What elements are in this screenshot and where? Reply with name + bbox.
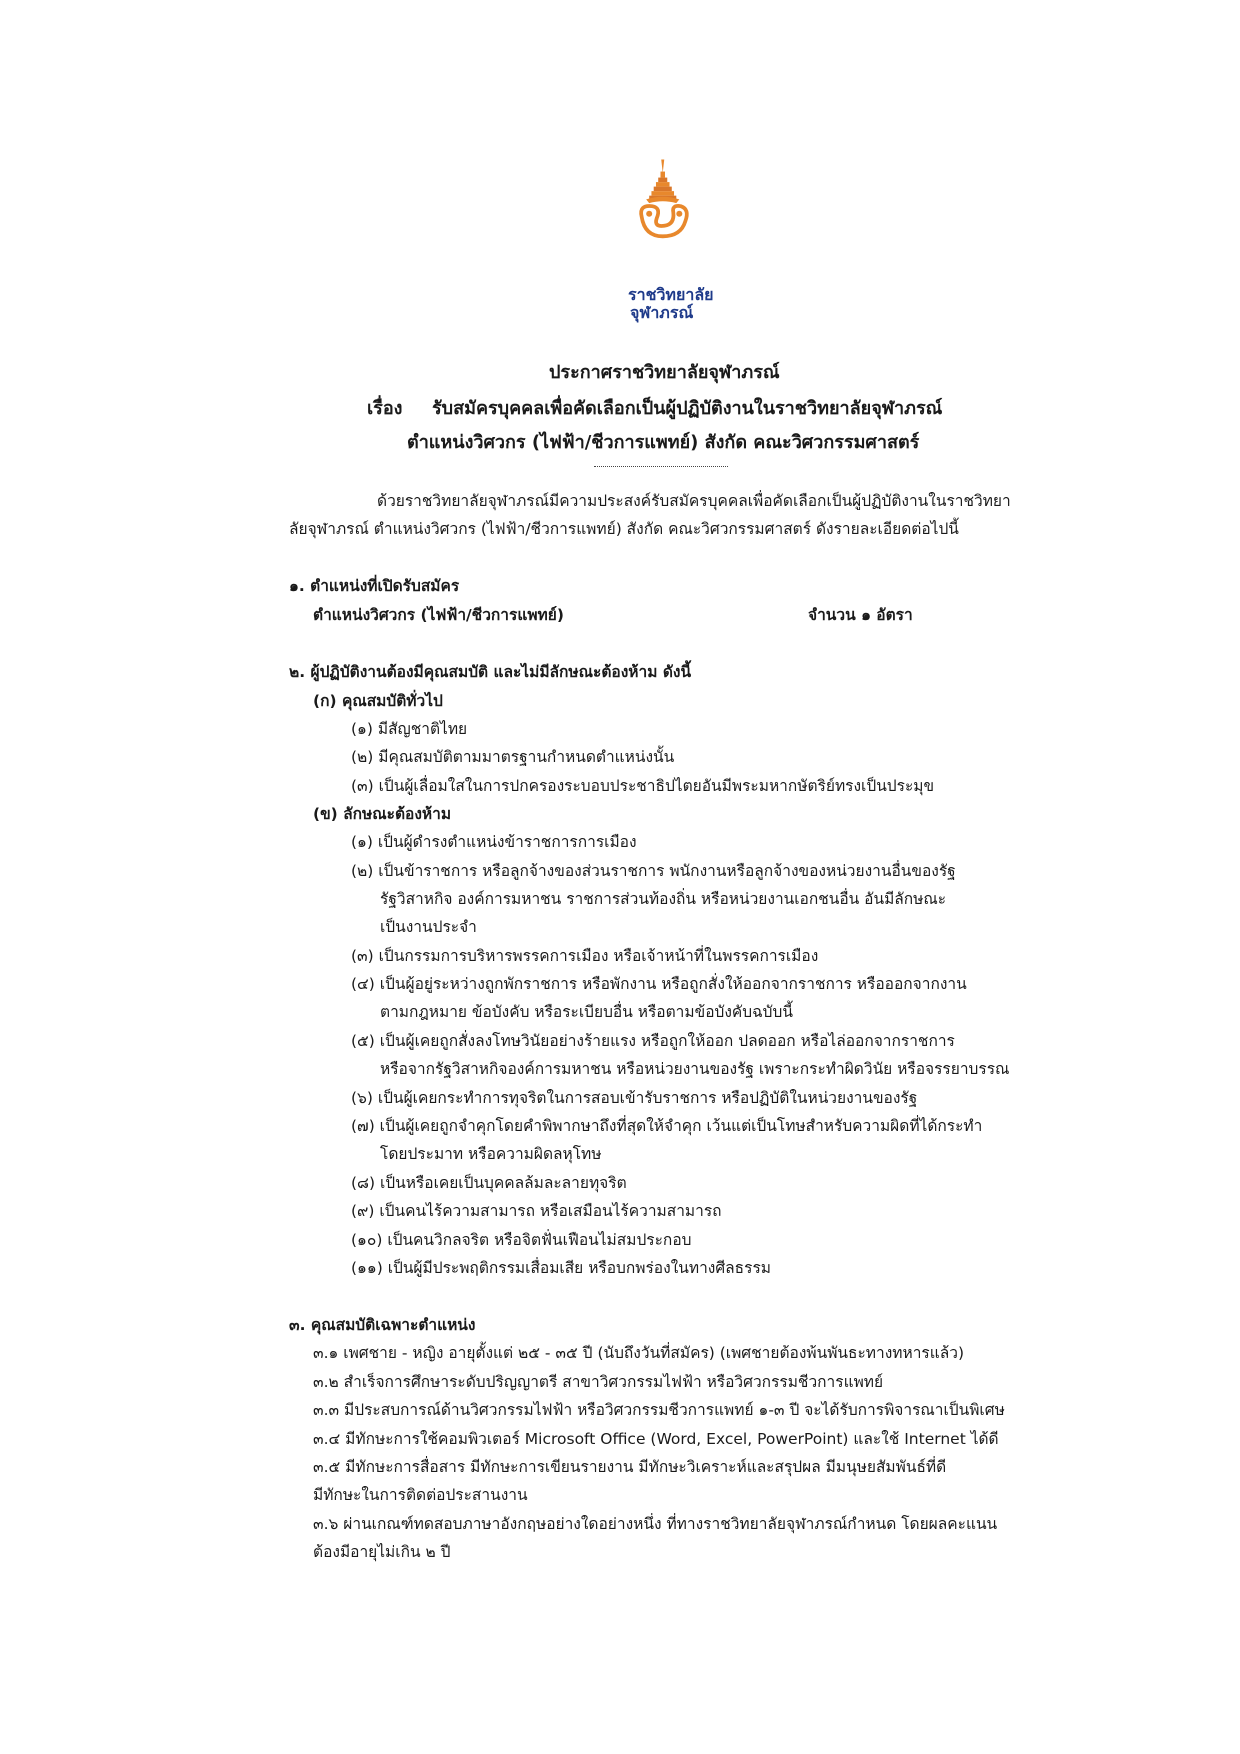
page-title: ประกาศราชวิทยาลัยจุฬาภรณ์	[549, 362, 780, 383]
list-item: (๓) เป็นผู้เลื่อมใสในการปกครองระบอบประชาธิปไตยอันมีพระมหากษัตริย์ทรงเป็นประมุข	[351, 777, 935, 795]
list-item: (๔) เป็นผู้อยู่ระหว่างถูกพักราชการ หรือพักงาน หรือถูกสั่งให้ออกจากราชการ หรือออกจากงาน	[351, 975, 967, 993]
list-item: ๓.๑ เพศชาย - หญิง อายุตั้งแต่ ๒๕ - ๓๕ ปี (นับถึงวันที่สมัคร) (เพศชายต้องพ้นพันธะทางทหารแล้ว)	[313, 1344, 964, 1362]
list-item-continued: ตามกฎหมาย ข้อบังคับ หรือระเบียบอื่น หรือตามข้อบังคับฉบับนี้	[380, 1003, 793, 1021]
general-qualifications-heading: (ก) คุณสมบัติทั่วไป	[313, 692, 443, 710]
list-item: ๓.๓ มีประสบการณ์ด้านวิศวกรรมไฟฟ้า หรือวิศวกรรมชีวการแพทย์ ๑-๓ ปี จะได้รับการพิจารณาเป็นพิเศษ	[313, 1401, 1005, 1419]
subject-label: เรื่อง	[367, 398, 403, 419]
section3-heading: ๓. คุณสมบัติเฉพาะตำแหน่ง	[289, 1316, 476, 1334]
subject-text: รับสมัครบุคคลเพื่อคัดเลือกเป็นผู้ปฏิบัติงานในราชวิทยาลัยจุฬาภรณ์	[432, 398, 943, 419]
list-item: (๑๑) เป็นผู้มีประพฤติกรรมเสื่อมเสีย หรือบกพร่องในทางศีลธรรม	[351, 1259, 772, 1277]
list-item-continued: ต้องมีอายุไม่เกิน ๒ ปี	[313, 1543, 451, 1561]
list-item: (๗) เป็นผู้เคยถูกจำคุกโดยคำพิพากษาถึงที่สุดให้จำคุก เว้นแต่เป็นโทษสำหรับความผิดที่ได้กระทำ	[351, 1117, 983, 1135]
section1-heading: ๑. ตำแหน่งที่เปิดรับสมัคร	[289, 577, 460, 595]
list-item: (๓) เป็นกรรมการบริหารพรรคการเมือง หรือเจ้าหน้าที่ในพรรคการเมือง	[351, 947, 819, 965]
list-item: (๑) เป็นผู้ดำรงตำแหน่งข้าราชการการเมือง	[351, 833, 637, 851]
list-item: (๑๐) เป็นคนวิกลจริต หรือจิตฟั่นเฟือนไม่สมประกอบ	[351, 1231, 692, 1249]
list-item: ๓.๔ มีทักษะการใช้คอมพิวเตอร์ Microsoft Office (Word, Excel, PowerPoint) และใช้ Internet ได้ดี	[313, 1430, 999, 1448]
logo-text-line1: ราชวิทยาลัย	[628, 285, 714, 304]
list-item: ๓.๕ มีทักษะการสื่อสาร มีทักษะการเขียนรายงาน มีทักษะวิเคราะห์และสรุปผล มีมนุษยสัมพันธ์ที่ดี	[313, 1458, 947, 1476]
list-item-continued: หรือจากรัฐวิสาหกิจองค์การมหาชน หรือหน่วยงานของรัฐ เพราะกระทำผิดวินัย หรือจรรยาบรรณ	[380, 1060, 1010, 1078]
intro-line1: ด้วยราชวิทยาลัยจุฬาภรณ์มีความประสงค์รับสมัครบุคคลเพื่อคัดเลือกเป็นผู้ปฏิบัติงานในราชวิทยา	[377, 492, 1011, 510]
list-item: (๒) มีคุณสมบัติตามมาตรฐานกำหนดตำแหน่งนั้น	[351, 748, 675, 766]
section1-position: ตำแหน่งวิศวกร (ไฟฟ้า/ชีวการแพทย์)	[313, 606, 564, 624]
list-item: (๘) เป็นหรือเคยเป็นบุคคลล้มละลายทุจริต	[351, 1174, 627, 1192]
position-line: ตำแหน่งวิศวกร (ไฟฟ้า/ชีวการแพทย์) สังกัด คณะวิศวกรรมศาสตร์	[407, 432, 920, 453]
section1-quota: จำนวน ๑ อัตรา	[808, 606, 913, 624]
list-item: (๕) เป็นผู้เคยถูกสั่งลงโทษวินัยอย่างร้ายแรง หรือถูกให้ออก ปลดออก หรือไล่ออกจากราชการ	[351, 1032, 955, 1050]
chulabhorn-college-emblem-icon	[625, 158, 705, 286]
list-item-continued: โดยประมาท หรือความผิดลหุโทษ	[380, 1145, 602, 1163]
list-item: (๙) เป็นคนไร้ความสามารถ หรือเสมือนไร้ความสามารถ	[351, 1202, 722, 1220]
list-item-continued: มีทักษะในการติดต่อประสานงาน	[313, 1486, 528, 1504]
list-item-continued: รัฐวิสาหกิจ องค์การมหาชน ราชการส่วนท้องถิ่น หรือหน่วยงานเอกชนอื่น อันมีลักษณะ	[380, 890, 947, 908]
list-item: (๖) เป็นผู้เคยกระทำการทุจริตในการสอบเข้ารับราชการ หรือปฏิบัติในหน่วยงานของรัฐ	[351, 1089, 918, 1107]
prohibited-heading: (ข) ลักษณะต้องห้าม	[313, 805, 452, 823]
list-item: ๓.๒ สำเร็จการศึกษาระดับปริญญาตรี สาขาวิศวกรรมไฟฟ้า หรือวิศวกรรมชีวการแพทย์	[313, 1373, 884, 1391]
list-item-continued: เป็นงานประจำ	[380, 918, 477, 936]
list-item: ๓.๖ ผ่านเกณฑ์ทดสอบภาษาอังกฤษอย่างใดอย่างหนึ่ง ที่ทางราชวิทยาลัยจุฬาภรณ์กำหนด โดยผลคะแนน	[313, 1515, 998, 1533]
logo-text-line2: จุฬาภรณ์	[630, 303, 694, 322]
section2-heading: ๒. ผู้ปฏิบัติงานต้องมีคุณสมบัติ และไม่มีลักษณะต้องห้าม ดังนี้	[289, 663, 692, 681]
intro-line2: ลัยจุฬาภรณ์ ตำแหน่งวิศวกร (ไฟฟ้า/ชีวการแพทย์) สังกัด คณะวิศวกรรมศาสตร์ ดังรายละเอียดต่อไปนี้	[289, 520, 959, 538]
title-divider	[594, 466, 728, 467]
list-item: (๒) เป็นข้าราชการ หรือลูกจ้างของส่วนราชการ พนักงานหรือลูกจ้างของหน่วยงานอื่นของรัฐ	[351, 862, 956, 880]
list-item: (๑) มีสัญชาติไทย	[351, 720, 468, 738]
